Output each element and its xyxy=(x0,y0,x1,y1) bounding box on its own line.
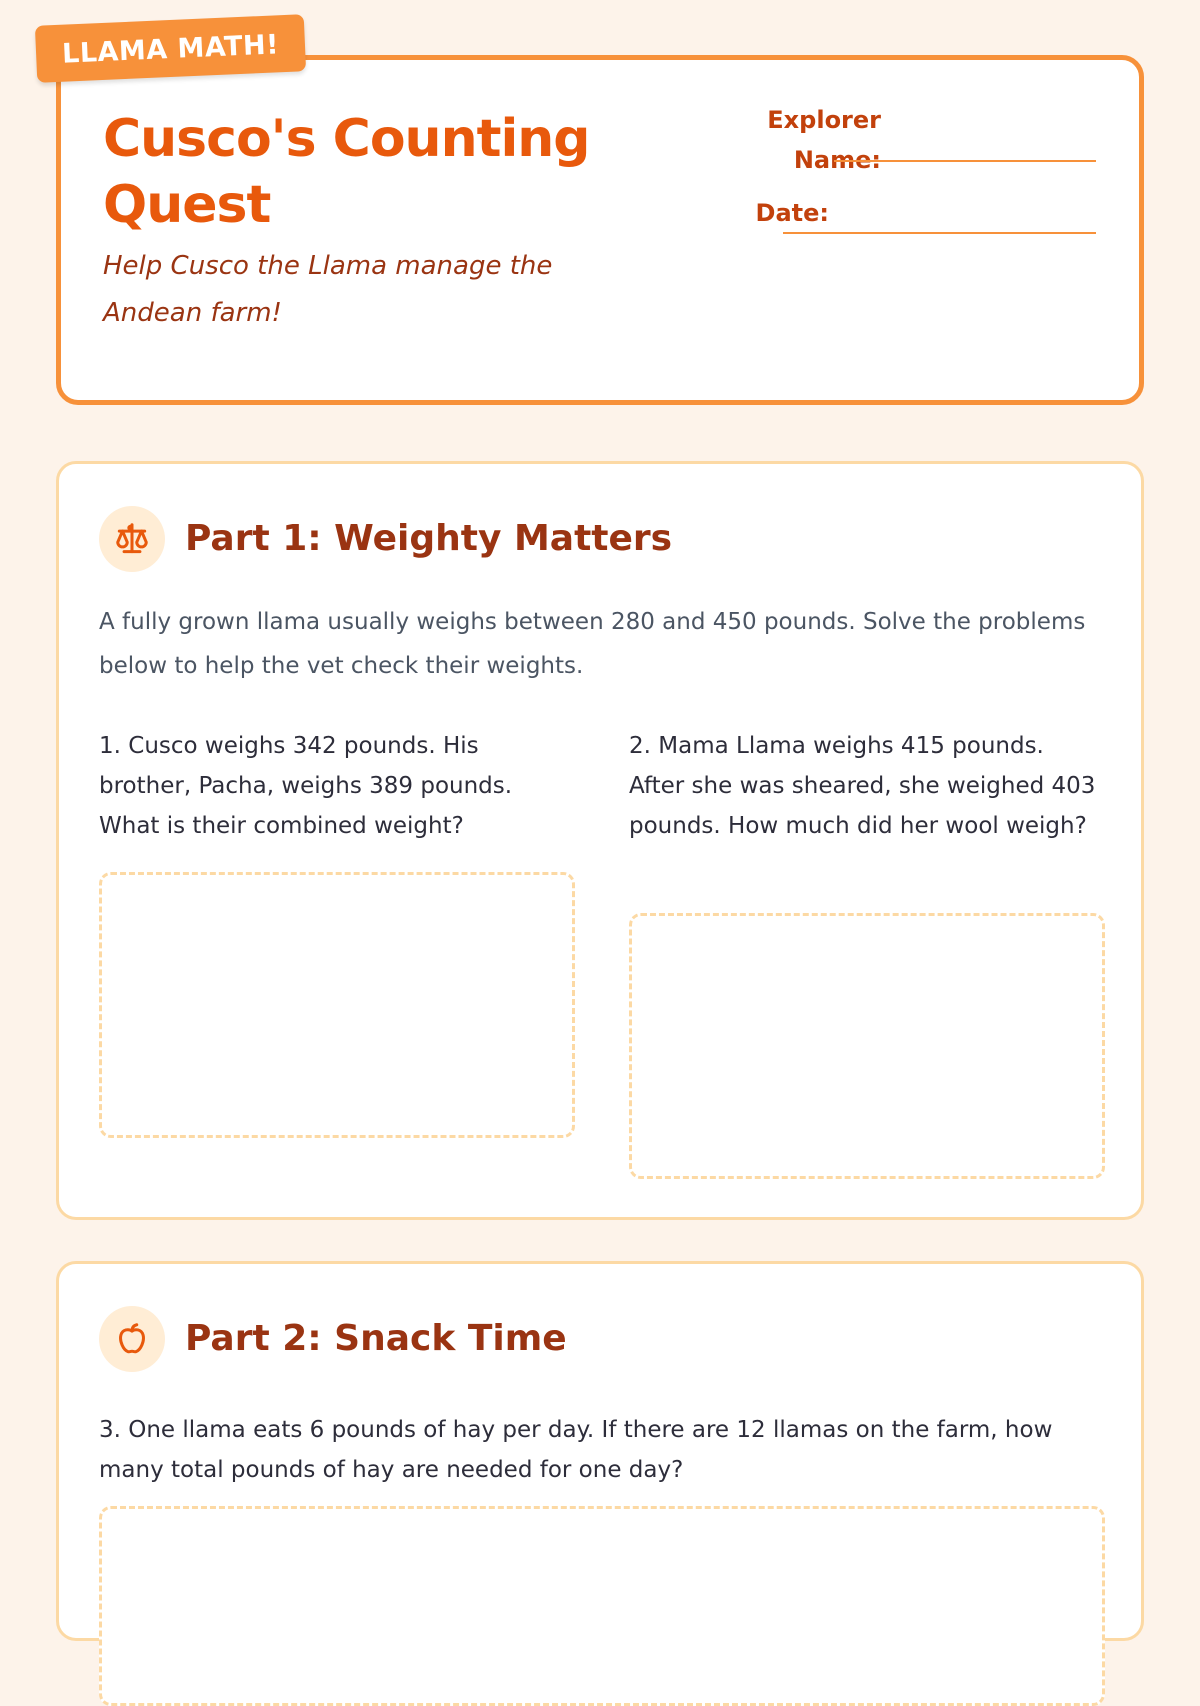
header-card xyxy=(56,55,1144,405)
part1-title: Part 1: Weighty Matters xyxy=(185,518,673,559)
part2-section xyxy=(56,1261,1144,1641)
scale-icon xyxy=(113,520,151,558)
name-label-line1: Explorer xyxy=(767,106,881,134)
apple-icon xyxy=(113,1320,151,1358)
date-field[interactable] xyxy=(783,232,1096,234)
name-label-line2: Name: xyxy=(793,146,881,174)
scale-icon-circle xyxy=(99,506,165,572)
answer-box-1[interactable] xyxy=(99,872,575,1138)
question-3: 3. One llama eats 6 pounds of hay per day. If there are 12 llamas on the farm, how many total pounds of hay are needed for one day? xyxy=(99,1417,1053,1483)
apple-icon-circle xyxy=(99,1306,165,1372)
part1-intro: A fully grown llama usually weighs between 280 and 450 pounds. Solve the problems below to help the vet check their weights. xyxy=(99,609,1086,679)
question-2: 2. Mama Llama weighs 415 pounds. After she was sheared, she weighed 403 pounds. How much did her wool weigh? xyxy=(629,733,1096,839)
part2-title: Part 2: Snack Time xyxy=(185,1318,567,1359)
answer-box-2[interactable] xyxy=(629,913,1105,1179)
worksheet-title: Cusco's Counting Quest xyxy=(103,109,590,235)
question-1: 1. Cusco weighs 342 pounds. His brother, Pacha, weighs 389 pounds. What is their combined weight? xyxy=(99,733,513,839)
worksheet-badge: LLAMA MATH! xyxy=(35,14,306,83)
worksheet-subtitle: Help Cusco the Llama manage the Andean farm! xyxy=(103,251,553,328)
name-field[interactable] xyxy=(834,160,1096,162)
part1-section xyxy=(56,461,1144,1220)
date-label: Date: xyxy=(755,199,829,227)
answer-box-3[interactable] xyxy=(99,1506,1105,1706)
